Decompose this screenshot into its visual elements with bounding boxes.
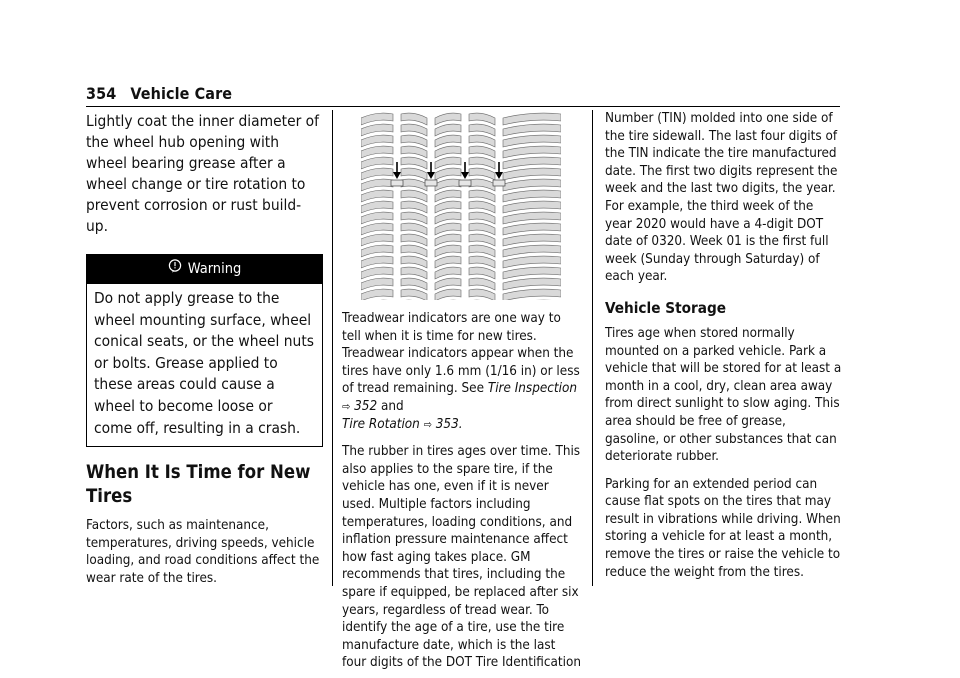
tread-block [469, 113, 495, 125]
tread-block [503, 212, 561, 224]
tread-block [469, 234, 495, 246]
tread-block [503, 278, 561, 290]
treadwear-paragraph: Treadwear indicators are one way to tell when it is time for new tires. Treadwear indicators appear when the tires have only 1.6 mm (1/16 in) or less of tread remaining. See Tire Inspection ⇨ 352 and Tire Rotation ⇨ 353. [342, 311, 580, 432]
treadwear-indicator-figure [361, 112, 561, 300]
tread-block [361, 190, 393, 202]
page-number: 354 [86, 84, 117, 103]
tread-block [361, 267, 393, 279]
tread-block [401, 256, 427, 268]
tread-block [469, 212, 495, 224]
tread-block [435, 267, 461, 279]
tread-block [503, 201, 561, 213]
intro-paragraph: Lightly coat the inner diameter of the wheel hub opening with wheel bearing grease after a wheel change or tire rotation to prevent corrosion or rust build-up. [86, 112, 320, 235]
tread-block [503, 179, 561, 191]
warning-header [87, 255, 322, 284]
wear-bar [425, 180, 437, 186]
tread-block [361, 256, 393, 268]
tread-block [469, 135, 495, 147]
tread-block [435, 278, 461, 290]
tread-block [503, 157, 561, 169]
tread-block [435, 256, 461, 268]
tire-wear-paragraph: Factors, such as maintenance, temperatures, driving speeds, vehicle loading, and road conditions affect the wear rate of the tires. [86, 518, 320, 586]
tread-block [401, 234, 427, 246]
tread-block [361, 113, 393, 125]
tin-paragraph: Number (TIN) molded into one side of the tire sidewall. The last four digits of the TIN indicate the tire manufactured date. The first two digits represent the week and the last two digits, the year. For example, the third week of the year 2020 would have a 4-digit DOT date of 0320. Week 01 is the first full week (Sunday through Saturday) of each year. [605, 111, 838, 285]
indicator-arrow-head [427, 172, 435, 179]
column-divider [592, 110, 593, 586]
tread-block [469, 289, 495, 300]
tread-block [469, 278, 495, 290]
wear-bar [391, 180, 403, 186]
tread-block [503, 245, 561, 257]
tread-block [401, 201, 427, 213]
storage-paragraph: Tires age when stored normally mounted on a parked vehicle. Park a vehicle that will be stored for at least a month in a cool, dry, clean area away from direct sunlight to slow aging. This area should be free of grease, gasoline, or other substances that can deteriorate rubber. [605, 325, 842, 465]
tread-block [469, 146, 495, 158]
tread-block [503, 190, 561, 202]
tread-block [469, 201, 495, 213]
tread-block [401, 278, 427, 290]
tread-block [435, 190, 461, 202]
tire-rotation-page[interactable]: 353 [435, 416, 459, 432]
section-title: Vehicle Care [130, 84, 233, 103]
tire-aging-paragraph: The rubber in tires ages over time. This also applies to the spare tire, if the vehicle has one, even if it is never used. Multiple factors including temperatures, loading conditions, and inflation pressure maintenance affect how fast aging takes place. GM recommends that tires, including the spare if equipped, be replaced after six years, regardless of tread wear. To identify the age of a tire, use the tire manufacture date, which is the last four digits of the DOT Tire Identification [342, 444, 581, 671]
treadwear-text: Treadwear indicators are one way to tell when it is time for new tires. Treadwear indicators appear when the tires have only 1.6 mm (1/16 in) or less of tread remaining. See [342, 311, 580, 397]
tread-block [361, 289, 393, 300]
tread-block [361, 124, 393, 136]
and-text: and [380, 398, 404, 414]
tread-block [503, 146, 561, 158]
tread-block [469, 245, 495, 257]
tread-block [401, 179, 427, 191]
tread-block [435, 289, 461, 300]
tread-block [361, 168, 393, 180]
tread-block [503, 135, 561, 147]
tread-block [361, 234, 393, 246]
column-right [605, 110, 842, 581]
warning-text: Do not apply grease to the wheel mounting surface, wheel conical seats, or the wheel nuts or bolts. Grease applied to these areas could cause a wheel to become loose or come off, resulting in a crash. [94, 289, 314, 437]
tread-block [401, 168, 427, 180]
page-ref-arrow-icon: ⇨ [423, 417, 432, 431]
tread-block [361, 245, 393, 257]
page-header [86, 84, 232, 103]
tread-block [401, 289, 427, 300]
tread-block [503, 113, 561, 125]
section-heading: When It Is Time for New Tires [86, 462, 311, 508]
tread-block [401, 212, 427, 224]
tread-block [469, 124, 495, 136]
tread-block [435, 146, 461, 158]
tread-block [401, 124, 427, 136]
tread-block [435, 201, 461, 213]
tread-block [401, 157, 427, 169]
column-middle [342, 110, 582, 672]
tread-block [401, 146, 427, 158]
tread-block [435, 124, 461, 136]
flat-spots-paragraph: Parking for an extended period can cause flat spots on the tires that may result in vibrations while driving. When storing a vehicle for at least a month, remove the tires or raise the vehicle to reduce the weight from the tires. [605, 476, 841, 580]
tire-rotation-link[interactable]: Tire Rotation [342, 416, 420, 432]
tread-block [503, 124, 561, 136]
tread-block [469, 267, 495, 279]
indicator-arrow-head [461, 172, 469, 179]
warning-title: Warning [187, 261, 242, 277]
tread-block [361, 212, 393, 224]
tread-block [401, 267, 427, 279]
column-divider [332, 110, 333, 586]
indicator-arrow-head [495, 172, 503, 179]
tread-block [435, 212, 461, 224]
tread-block [435, 135, 461, 147]
tread-block [401, 245, 427, 257]
wear-bar [459, 180, 471, 186]
tread-block [361, 223, 393, 235]
tread-block [469, 168, 495, 180]
tread-block [361, 278, 393, 290]
wear-bar [493, 180, 505, 186]
tread-block [469, 223, 495, 235]
tread-block [361, 135, 393, 147]
warning-box [86, 254, 323, 447]
header-rule [86, 106, 840, 107]
column-left [86, 110, 323, 588]
tread-block [503, 289, 561, 300]
tread-block [435, 179, 461, 191]
tire-inspection-page[interactable]: 352 [354, 398, 378, 414]
tread-block [401, 190, 427, 202]
tread-block [401, 113, 427, 125]
tread-block [503, 223, 561, 235]
tread-block [503, 168, 561, 180]
tread-block [361, 157, 393, 169]
tread-block [503, 256, 561, 268]
tread-block [361, 146, 393, 158]
tread-block [361, 201, 393, 213]
tread-block [401, 223, 427, 235]
tread-block [435, 234, 461, 246]
tread-block [469, 179, 495, 191]
tread-block [435, 245, 461, 257]
vehicle-storage-heading: Vehicle Storage [605, 298, 726, 317]
tread-block [435, 157, 461, 169]
tread-block [503, 234, 561, 246]
tread-block [435, 168, 461, 180]
tread-block [469, 157, 495, 169]
warning-icon [168, 255, 182, 284]
tread-block [503, 267, 561, 279]
tire-inspection-link[interactable]: Tire Inspection [487, 381, 577, 397]
tread-block [469, 190, 495, 202]
tread-block [435, 113, 461, 125]
tread-block [469, 256, 495, 268]
page-ref-arrow-icon: ⇨ [342, 399, 351, 413]
tread-block [401, 135, 427, 147]
tread-block [435, 223, 461, 235]
tread-block [361, 179, 393, 191]
indicator-arrow-head [393, 172, 401, 179]
